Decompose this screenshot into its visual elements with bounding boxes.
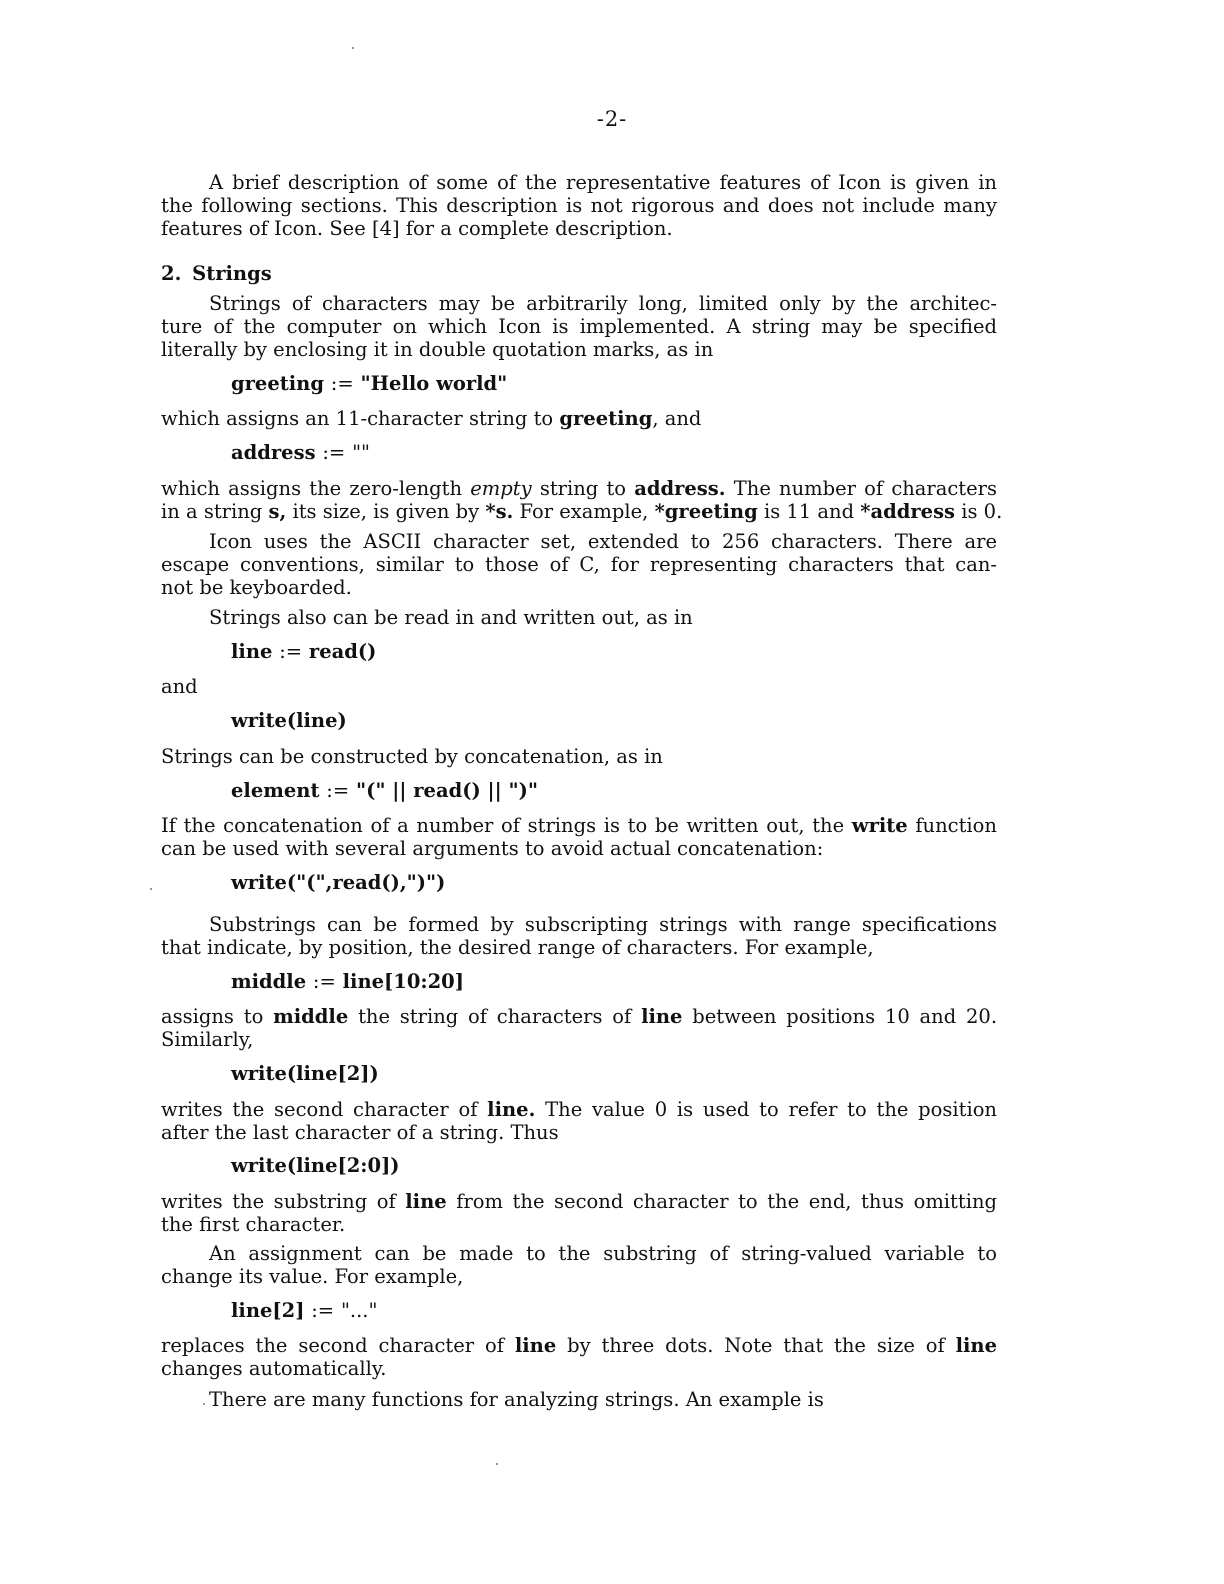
code-ref: line bbox=[514, 1334, 557, 1357]
paragraph-line: change its value. For example, bbox=[161, 1265, 464, 1288]
code-line-assign bbox=[231, 1299, 377, 1322]
code-ref: *greeting bbox=[654, 500, 758, 523]
code-middle bbox=[231, 970, 464, 993]
scan-speck bbox=[203, 1403, 205, 1405]
paragraph-line: assigns to middle the string of characters of line between positions 10 and 20. bbox=[161, 1005, 998, 1028]
paragraph-line: that indicate, by position, the desired range of characters. For example, bbox=[161, 936, 874, 959]
paragraph-line: If the concatenation of a number of strings is to be written out, the write function bbox=[161, 814, 997, 837]
code-operator: := bbox=[311, 1299, 335, 1322]
strings-paragraph-2 bbox=[161, 407, 997, 430]
paragraph-line: Icon uses the ASCII character set, extended to 256 characters. There are bbox=[209, 530, 997, 553]
strings-paragraph-7 bbox=[161, 814, 997, 860]
code-operator: := bbox=[279, 640, 303, 663]
code-ref: line bbox=[955, 1334, 997, 1357]
code-lhs: middle bbox=[231, 970, 307, 993]
code-ref: line. bbox=[487, 1098, 536, 1121]
code-ref: line bbox=[641, 1005, 683, 1028]
strings-paragraph-13 bbox=[161, 1334, 997, 1380]
strings-paragraph-12 bbox=[161, 1242, 997, 1288]
code-write: write(line) bbox=[231, 709, 347, 732]
paragraph-line: Similarly, bbox=[161, 1028, 254, 1051]
code-rhs: "Hello world" bbox=[360, 372, 508, 395]
strings-paragraph-5 bbox=[161, 606, 997, 629]
strings-paragraph-10 bbox=[161, 1098, 997, 1144]
scan-speck bbox=[496, 1463, 498, 1465]
code-lhs: line bbox=[231, 640, 273, 663]
code-rhs: "..." bbox=[340, 1299, 378, 1322]
code-ref: s, bbox=[268, 500, 287, 523]
paragraph-line: can be used with several arguments to avoid actual concatenation: bbox=[161, 837, 824, 860]
scan-speck bbox=[352, 47, 354, 49]
strings-paragraph-14 bbox=[161, 1388, 997, 1411]
code-operator: := bbox=[330, 372, 354, 395]
code-rhs: line[10:20] bbox=[342, 970, 464, 993]
paragraph-line: changes automatically. bbox=[161, 1357, 387, 1380]
code-greeting bbox=[231, 372, 507, 395]
strings-paragraph-3 bbox=[161, 477, 1003, 523]
code-write-line2-0: write(line[2:0]) bbox=[231, 1154, 400, 1177]
paragraph-line: There are many functions for analyzing strings. An example is bbox=[209, 1388, 824, 1411]
paragraph-line: writes the substring of line from the second character to the end, thus omitting bbox=[161, 1190, 997, 1213]
strings-paragraph-6 bbox=[161, 745, 997, 768]
code-element bbox=[231, 779, 538, 802]
strings-paragraph-11 bbox=[161, 1190, 997, 1236]
section-title: Strings bbox=[192, 262, 272, 285]
paragraph-line: escape conventions, similar to those of C, for representing characters that can- bbox=[161, 553, 997, 576]
code-rhs: "(" || read() || ")" bbox=[355, 779, 538, 802]
section-number: 2. bbox=[161, 262, 182, 285]
page-number: -2- bbox=[596, 107, 628, 131]
paragraph-line: which assigns an 11-character string to greeting, and bbox=[161, 407, 702, 430]
paragraph-line: An assignment can be made to the substring of string-valued variable to bbox=[209, 1242, 997, 1265]
paragraph-line: Substrings can be formed by subscripting strings with range specifications bbox=[209, 913, 997, 936]
intro-line: the following sections. This description is not rigorous and does not include many bbox=[161, 194, 997, 217]
paragraph-line: which assigns the zero-length empty string to address. The number of characters bbox=[161, 477, 997, 500]
paragraph-line: ture of the computer on which Icon is implemented. A string may be specified bbox=[161, 315, 997, 338]
paragraph-line: Strings also can be read in and written out, as in bbox=[209, 606, 693, 629]
code-ref: greeting bbox=[559, 407, 653, 430]
code-ref: line bbox=[405, 1190, 447, 1213]
paragraph-line: Strings can be constructed by concatenation, as in bbox=[161, 745, 663, 768]
code-operator: := bbox=[312, 970, 336, 993]
code-operator: := bbox=[322, 441, 346, 464]
paragraph-line: in a string s, its size, is given by *s. For example, *greeting is 11 and *address is 0. bbox=[161, 500, 1003, 523]
intro-line: A brief description of some of the representative features of Icon is given in bbox=[209, 171, 997, 194]
code-ref: *s. bbox=[485, 500, 514, 523]
code-read bbox=[231, 640, 376, 663]
strings-paragraph-8 bbox=[161, 913, 997, 959]
scan-speck bbox=[150, 888, 152, 890]
code-lhs: greeting bbox=[231, 372, 324, 395]
section-heading bbox=[161, 262, 272, 285]
and-line bbox=[161, 675, 997, 698]
paragraph-line: not be keyboarded. bbox=[161, 576, 352, 599]
code-lhs: element bbox=[231, 779, 320, 802]
code-address bbox=[231, 441, 370, 464]
code-rhs: "" bbox=[352, 441, 371, 464]
intro-paragraph bbox=[161, 171, 997, 240]
code-operator: := bbox=[326, 779, 350, 802]
code-lhs: address bbox=[231, 441, 316, 464]
code-ref: write bbox=[851, 814, 908, 837]
paragraph-line: and bbox=[161, 675, 198, 698]
paragraph-line: writes the second character of line. The value 0 is used to refer to the position bbox=[161, 1098, 997, 1121]
intro-line: features of Icon. See [4] for a complete description. bbox=[161, 217, 673, 240]
emphasis: empty bbox=[470, 477, 532, 500]
code-write-args: write("(",read(),")") bbox=[231, 871, 446, 894]
paragraph-line: literally by enclosing it in double quotation marks, as in bbox=[161, 338, 714, 361]
paragraph-line: Strings of characters may be arbitrarily long, limited only by the architec- bbox=[209, 292, 997, 315]
code-write-line2: write(line[2]) bbox=[231, 1062, 379, 1085]
code-lhs: line[2] bbox=[231, 1299, 305, 1322]
code-rhs: read() bbox=[308, 640, 377, 663]
strings-paragraph-1 bbox=[161, 292, 997, 361]
paragraph-line: the first character. bbox=[161, 1213, 346, 1236]
code-ref: address. bbox=[634, 477, 726, 500]
strings-paragraph-9 bbox=[161, 1005, 997, 1051]
code-ref: *address bbox=[860, 500, 956, 523]
code-ref: middle bbox=[273, 1005, 349, 1028]
paragraph-line: after the last character of a string. Thus bbox=[161, 1121, 559, 1144]
strings-paragraph-4 bbox=[161, 530, 997, 599]
paragraph-line: replaces the second character of line by three dots. Note that the size of line bbox=[161, 1334, 997, 1357]
